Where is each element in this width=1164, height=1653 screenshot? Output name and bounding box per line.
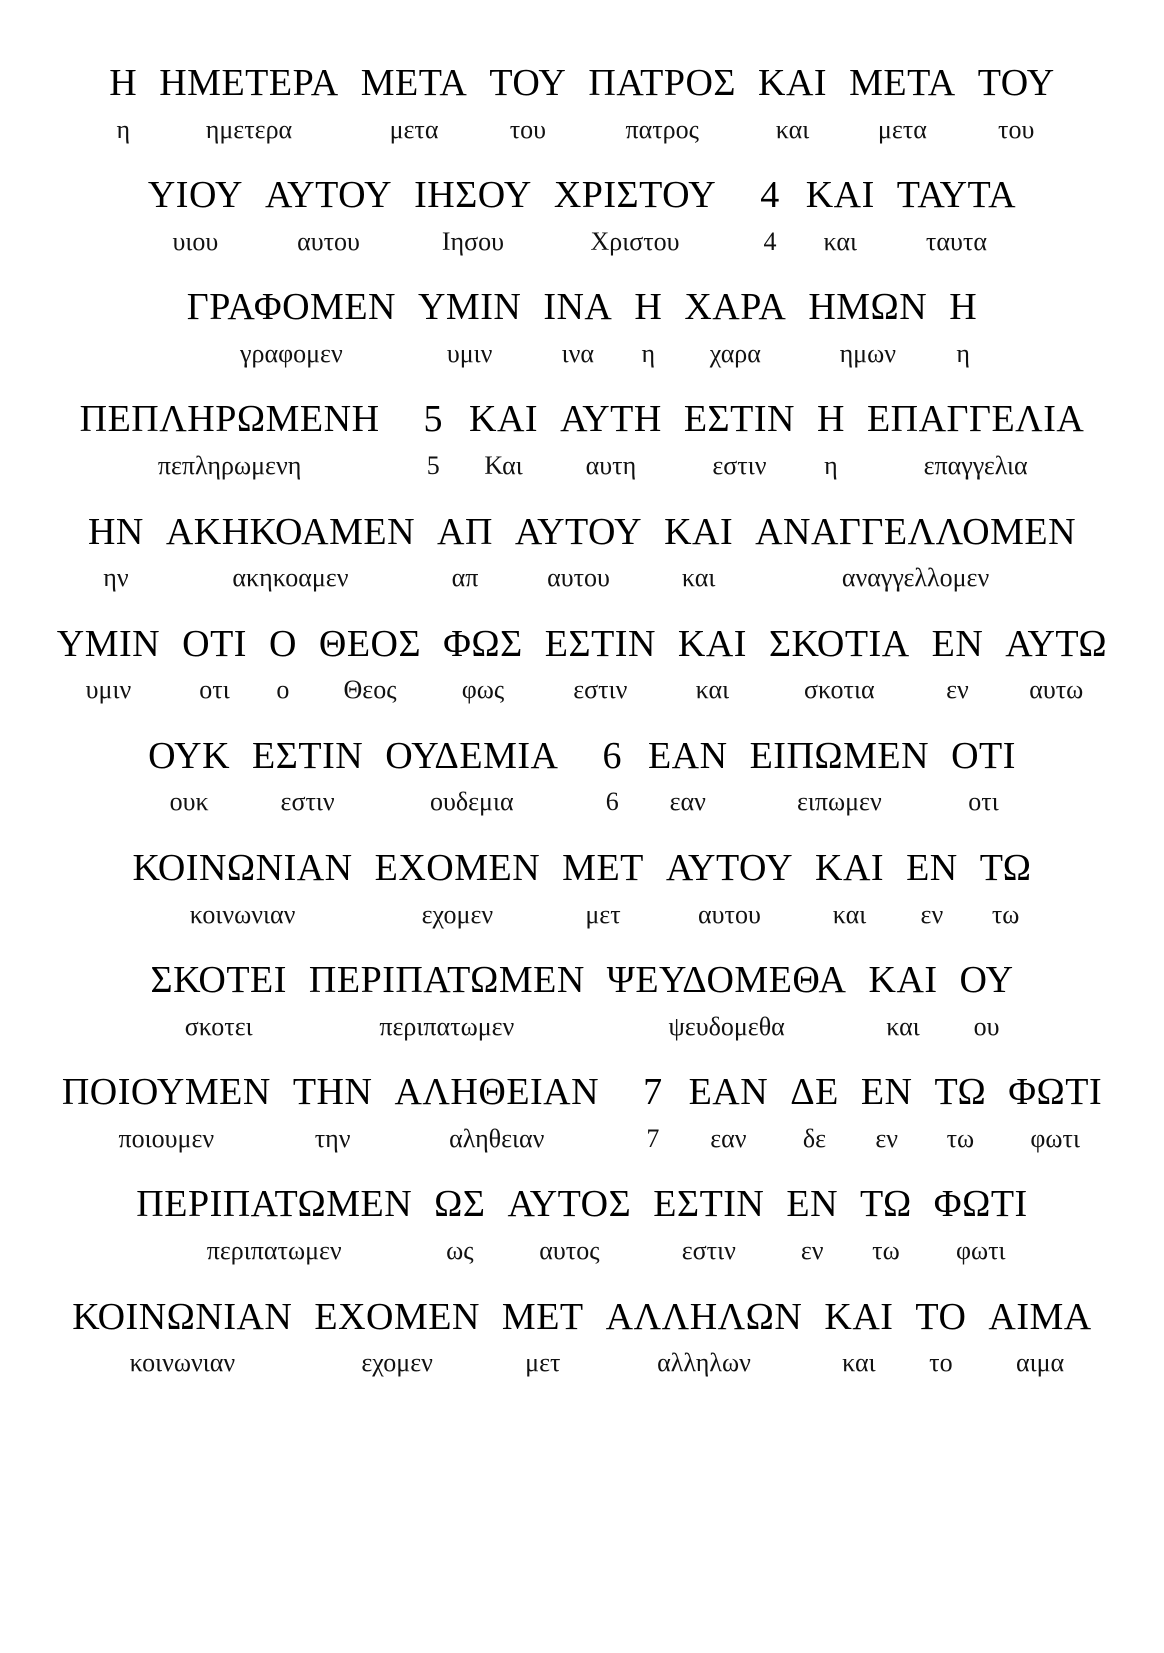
- minuscule-word: τω: [946, 1123, 975, 1153]
- word-column: [648, 735, 728, 817]
- majuscule-word: ΦΩΤΙ: [1008, 1071, 1103, 1114]
- word-column: [385, 735, 558, 817]
- majuscule-word: ΟΥ: [959, 959, 1014, 1002]
- interlinear-line: [0, 62, 1164, 144]
- minuscule-word: αυτος: [539, 1235, 600, 1265]
- minuscule-word: η: [956, 338, 971, 368]
- majuscule-word: ΑΛΛΗΛΩΝ: [605, 1295, 803, 1338]
- word-column: [314, 1296, 480, 1378]
- word-column: [57, 623, 160, 705]
- word-column: [136, 1183, 412, 1265]
- interlinear-line: [0, 174, 1164, 256]
- majuscule-word: ΘΕΟΣ: [318, 622, 422, 665]
- word-column: [269, 623, 297, 705]
- minuscule-word: πεπληρωμενη: [157, 450, 302, 480]
- majuscule-word: ΟΤΙ: [182, 622, 247, 665]
- word-column: [265, 174, 392, 256]
- majuscule-word: ΚΑΙ: [664, 510, 734, 553]
- majuscule-word: ΜΕΤΑ: [360, 62, 468, 104]
- minuscule-word: τω: [991, 899, 1020, 929]
- word-column: [489, 62, 566, 144]
- majuscule-word: ΑΥΤΟΥ: [264, 174, 393, 217]
- minuscule-word: μετ: [585, 899, 621, 929]
- minuscule-word: ουδεμια: [430, 787, 514, 817]
- majuscule-word: ΙΗΣΟΥ: [414, 174, 532, 217]
- minuscule-word: γραφομεν: [240, 338, 343, 368]
- word-column: [148, 735, 230, 817]
- minuscule-word: εστιν: [681, 1235, 736, 1265]
- word-column: [790, 1071, 839, 1153]
- word-column: [361, 62, 468, 144]
- minuscule-word: αυτω: [1029, 675, 1084, 705]
- minuscule-word: μετα: [877, 114, 927, 144]
- minuscule-word: εαν: [710, 1123, 747, 1153]
- word-column: [437, 511, 493, 593]
- minuscule-word: εν: [800, 1235, 824, 1265]
- minuscule-word: Ιησου: [441, 226, 505, 256]
- word-column: [978, 62, 1055, 144]
- majuscule-word: ΚΑΙ: [469, 398, 539, 441]
- minuscule-word: σκοτια: [803, 675, 875, 705]
- word-column: [545, 623, 656, 705]
- majuscule-word: ΑΥΤΗ: [560, 398, 662, 441]
- minuscule-word: αναγγελλομεν: [841, 563, 990, 593]
- minuscule-word: φωτι: [1030, 1123, 1080, 1153]
- verse-number-minuscule: 6: [605, 787, 619, 817]
- majuscule-word: ΕΙΠΩΜΕΝ: [749, 734, 930, 777]
- minuscule-word: ινα: [561, 338, 595, 368]
- majuscule-word: ΚΑΙ: [677, 622, 747, 665]
- word-column: [653, 1183, 764, 1265]
- majuscule-word: ΕΠΑΓΓΕΛΙΑ: [866, 398, 1085, 441]
- word-column: [849, 62, 956, 144]
- minuscule-word: υμιν: [446, 338, 493, 368]
- word-column: [808, 286, 927, 368]
- word-column: [469, 398, 538, 480]
- word-column: [166, 511, 415, 593]
- majuscule-word: ΑΛΗΘΕΙΑΝ: [394, 1071, 600, 1114]
- minuscule-word: εστιν: [712, 450, 767, 480]
- word-column: [109, 62, 137, 144]
- minuscule-word: η: [824, 450, 838, 480]
- word-column: [588, 62, 736, 144]
- minuscule-word: ποιουμεν: [118, 1123, 215, 1153]
- minuscule-word: υμιν: [85, 675, 132, 705]
- majuscule-word: ΚΑΙ: [758, 62, 828, 104]
- majuscule-word: ΠΕΠΛΗΡΩΜΕΝΗ: [79, 398, 380, 441]
- word-column: [375, 847, 541, 929]
- minuscule-word: εν: [875, 1123, 899, 1153]
- word-column: [607, 959, 847, 1041]
- interlinear-line: [0, 1183, 1164, 1265]
- word-column: [906, 847, 958, 929]
- word-column: [988, 1296, 1091, 1378]
- interlinear-line: [0, 735, 1164, 817]
- majuscule-word: ΑΥΤΟΣ: [507, 1183, 632, 1226]
- majuscule-word: ΜΕΤ: [562, 846, 644, 889]
- word-column: [508, 1183, 632, 1265]
- minuscule-word: αληθειαν: [449, 1123, 545, 1153]
- minuscule-word: ταυτα: [925, 226, 987, 256]
- minuscule-word: εχομεν: [361, 1348, 433, 1378]
- word-column: [543, 286, 612, 368]
- minuscule-word: του: [509, 114, 547, 144]
- word-column: [418, 286, 521, 368]
- minuscule-word: και: [842, 1348, 876, 1378]
- majuscule-word: ΤΗΝ: [292, 1071, 373, 1114]
- majuscule-word: ΑΥΤΩ: [1005, 622, 1108, 665]
- majuscule-word: Η: [634, 286, 663, 329]
- majuscule-word: ΕΝ: [931, 622, 984, 665]
- word-column: [935, 1071, 987, 1153]
- minuscule-word: υιου: [172, 226, 219, 256]
- word-column: [394, 1071, 599, 1153]
- word-column: [758, 62, 827, 144]
- word-column: [634, 286, 662, 368]
- word-column: [951, 735, 1016, 817]
- majuscule-word: ΕΑΝ: [647, 734, 728, 777]
- minuscule-word: ημετερα: [205, 114, 293, 144]
- word-column: [1005, 623, 1107, 705]
- minuscule-word: ψευδομεθα: [668, 1011, 785, 1041]
- minuscule-word: φωτι: [955, 1235, 1006, 1265]
- word-column: [133, 847, 353, 929]
- majuscule-word: ΟΥΚ: [148, 734, 231, 777]
- minuscule-word: ειπωμεν: [796, 787, 882, 817]
- majuscule-word: ΕΝ: [860, 1071, 913, 1114]
- minuscule-word: αυτου: [297, 226, 360, 256]
- minuscule-word: η: [641, 338, 656, 368]
- word-column: [187, 286, 396, 368]
- verse-number-majuscule: 5: [423, 398, 444, 441]
- word-column: [434, 1183, 485, 1265]
- minuscule-word: και: [823, 226, 857, 256]
- majuscule-word: ΤΩ: [979, 846, 1032, 889]
- majuscule-word: ΤΟ: [915, 1295, 967, 1338]
- majuscule-word: ΚΑΙ: [824, 1295, 894, 1338]
- majuscule-word: ΚΟΙΝΩΝΙΑΝ: [132, 846, 353, 889]
- majuscule-word: Η: [109, 62, 138, 104]
- interlinear-line: [0, 959, 1164, 1041]
- word-column: [80, 398, 380, 480]
- majuscule-word: ΨΕΥΔΟΜΕΘΑ: [606, 959, 847, 1002]
- minuscule-word: επαγγελια: [923, 450, 1028, 480]
- word-column: [554, 174, 716, 256]
- verse-number-minuscule: 7: [646, 1123, 660, 1153]
- minuscule-word: κοινωνιαν: [129, 1348, 236, 1378]
- word-column: [252, 735, 363, 817]
- majuscule-word: ΠΟΙΟΥΜΕΝ: [61, 1071, 271, 1114]
- word-column: [769, 623, 910, 705]
- word-column: [606, 1296, 803, 1378]
- minuscule-word: εχομεν: [421, 899, 494, 929]
- word-column: [806, 174, 875, 256]
- majuscule-word: ΕΣΤΙΝ: [683, 398, 795, 441]
- verse-number-minuscule: 5: [426, 450, 440, 480]
- verse-number-majuscule: 4: [760, 174, 780, 217]
- minuscule-word: δε: [802, 1123, 827, 1153]
- minuscule-word: αυτου: [698, 899, 761, 929]
- verse-number-majuscule: 6: [602, 734, 622, 777]
- majuscule-word: ΕΧΟΜΕΝ: [374, 846, 541, 889]
- majuscule-word: ΥΙΟΥ: [147, 174, 243, 217]
- majuscule-word: ΤΑΥΤΑ: [896, 174, 1017, 217]
- word-column: [960, 959, 1014, 1041]
- majuscule-word: Ο: [268, 622, 297, 665]
- majuscule-word: ΜΕΤΑ: [849, 62, 956, 104]
- word-column: [72, 1296, 292, 1378]
- word-column: [867, 398, 1084, 480]
- majuscule-word: ΑΙΜΑ: [988, 1295, 1092, 1338]
- minuscule-word: χαρα: [709, 338, 761, 368]
- word-column: [786, 1183, 838, 1265]
- word-column: [150, 959, 286, 1041]
- interlinear-line: [0, 286, 1164, 368]
- minuscule-word: περιπατωμεν: [379, 1011, 515, 1041]
- minuscule-word: εστιν: [573, 675, 628, 705]
- majuscule-word: ΗΜΕΤΕΡΑ: [159, 62, 339, 104]
- majuscule-word: ΑΚΗΚΟΑΜΕΝ: [165, 510, 416, 553]
- word-column: [664, 511, 733, 593]
- majuscule-word: Η: [949, 286, 978, 329]
- minuscule-word: φως: [461, 675, 505, 705]
- majuscule-word: ΟΤΙ: [951, 734, 1016, 777]
- minuscule-word: εν: [946, 675, 969, 705]
- majuscule-word: ΕΧΟΜΕΝ: [314, 1295, 480, 1338]
- minuscule-word: εστιν: [280, 787, 335, 817]
- majuscule-word: ΗΝ: [87, 510, 144, 553]
- minuscule-word: εν: [920, 899, 944, 929]
- majuscule-word: ΕΑΝ: [688, 1071, 769, 1114]
- majuscule-word: ΤΩ: [860, 1183, 912, 1226]
- majuscule-word: ΕΝ: [786, 1183, 839, 1226]
- minuscule-word: κοινωνιαν: [189, 899, 296, 929]
- word-column: [1008, 1071, 1102, 1153]
- minuscule-word: απ: [451, 563, 479, 593]
- majuscule-word: ΠΑΤΡΟΣ: [588, 62, 737, 104]
- minuscule-word: Χριστου: [590, 226, 680, 256]
- minuscule-word: αιμα: [1015, 1348, 1065, 1378]
- word-column: [159, 62, 339, 144]
- majuscule-word: ΜΕΤ: [501, 1295, 584, 1338]
- minuscule-word: και: [681, 563, 716, 593]
- minuscule-word: μετ: [525, 1348, 561, 1378]
- minuscule-word: ημων: [839, 338, 896, 368]
- word-column: [666, 847, 793, 929]
- majuscule-word: ΧΑΡΑ: [684, 286, 787, 329]
- minuscule-word: αλληλων: [657, 1348, 751, 1378]
- word-column: [678, 623, 747, 705]
- word-column: [897, 174, 1016, 256]
- majuscule-word: ΤΟΥ: [489, 62, 567, 104]
- majuscule-word: ΗΜΩΝ: [808, 286, 928, 329]
- minuscule-word: ως: [446, 1235, 474, 1265]
- word-column: [148, 174, 243, 256]
- majuscule-word: ΚΑΙ: [805, 174, 875, 217]
- word-column: [861, 1071, 913, 1153]
- word-column: [309, 959, 585, 1041]
- word-column: [414, 174, 532, 256]
- majuscule-word: ΥΜΙΝ: [56, 622, 161, 665]
- minuscule-word: τω: [872, 1235, 900, 1265]
- minuscule-word: αυτη: [585, 450, 637, 480]
- minuscule-word: σκοτει: [184, 1011, 253, 1041]
- word-column: [980, 847, 1032, 929]
- majuscule-word: ΙΝΑ: [543, 286, 613, 329]
- verse-number-minuscule: 4: [763, 226, 777, 256]
- majuscule-word: ΥΜΙΝ: [417, 286, 522, 329]
- word-column: [319, 623, 421, 705]
- word-column: [817, 398, 845, 480]
- minuscule-word: η: [116, 114, 131, 144]
- minuscule-word: Θεος: [343, 675, 397, 705]
- minuscule-word: την: [314, 1123, 351, 1153]
- majuscule-word: ΕΣΤΙΝ: [252, 734, 364, 777]
- word-column: [684, 286, 786, 368]
- word-column: [293, 1071, 373, 1153]
- interlinear-line: [0, 398, 1164, 480]
- word-column: [684, 398, 795, 480]
- verse-number-column: [760, 174, 780, 256]
- minuscule-word: οτι: [968, 787, 999, 817]
- majuscule-word: ΦΩΤΙ: [933, 1183, 1028, 1226]
- verse-number-column: [643, 1071, 663, 1153]
- minuscule-word: πατρος: [625, 114, 699, 144]
- majuscule-word: ΩΣ: [434, 1183, 486, 1226]
- word-column: [934, 1183, 1028, 1265]
- minuscule-word: περιπατωμεν: [206, 1235, 342, 1265]
- verse-number-majuscule: 7: [643, 1071, 663, 1114]
- minuscule-word: το: [929, 1348, 953, 1378]
- majuscule-word: ΕΝ: [906, 846, 958, 889]
- word-column: [182, 623, 247, 705]
- minuscule-word: Και: [484, 450, 523, 480]
- word-column: [443, 623, 523, 705]
- majuscule-word: ΕΣΤΙΝ: [653, 1183, 765, 1226]
- word-column: [562, 847, 644, 929]
- minuscule-word: αυτου: [547, 563, 610, 593]
- majuscule-word: Η: [816, 398, 845, 441]
- majuscule-word: ΠΕΡΙΠΑΤΩΜΕΝ: [308, 959, 585, 1002]
- word-column: [502, 1296, 584, 1378]
- word-column: [932, 623, 984, 705]
- word-column: [88, 511, 144, 593]
- minuscule-word: μετα: [389, 114, 439, 144]
- verse-number-column: [602, 735, 622, 817]
- word-column: [815, 847, 884, 929]
- minuscule-word: και: [832, 899, 867, 929]
- majuscule-word: ΣΚΟΤΙΑ: [768, 622, 910, 665]
- interlinear-line: [0, 1296, 1164, 1378]
- majuscule-word: ΚΟΙΝΩΝΙΑΝ: [72, 1295, 293, 1338]
- interlinear-text: [0, 62, 1164, 1378]
- majuscule-word: ΤΟΥ: [977, 62, 1055, 104]
- majuscule-word: ΚΑΙ: [868, 959, 938, 1002]
- interlinear-line: [0, 623, 1164, 705]
- word-column: [915, 1296, 966, 1378]
- word-column: [755, 511, 1076, 593]
- interlinear-line: [0, 847, 1164, 929]
- minuscule-word: και: [695, 675, 730, 705]
- majuscule-word: ΦΩΣ: [443, 622, 523, 665]
- minuscule-word: ακηκοαμεν: [232, 563, 349, 593]
- majuscule-word: ΕΣΤΙΝ: [544, 622, 656, 665]
- word-column: [949, 286, 977, 368]
- minuscule-word: και: [775, 114, 810, 144]
- minuscule-word: του: [998, 114, 1035, 144]
- interlinear-line: [0, 1071, 1164, 1153]
- word-column: [750, 735, 930, 817]
- majuscule-word: ΤΩ: [934, 1071, 987, 1114]
- interlinear-line: [0, 511, 1164, 593]
- majuscule-word: ΓΡΑΦΟΜΕΝ: [186, 286, 396, 329]
- word-column: [824, 1296, 893, 1378]
- minuscule-word: οτι: [199, 675, 230, 705]
- majuscule-word: ΑΥΤΟΥ: [514, 510, 643, 553]
- verse-number-column: [424, 398, 444, 480]
- minuscule-word: εαν: [669, 787, 706, 817]
- minuscule-word: ου: [973, 1011, 1000, 1041]
- majuscule-word: ΑΝΑΓΓΕΛΛΟΜΕΝ: [755, 510, 1077, 553]
- word-column: [860, 1183, 912, 1265]
- minuscule-word: ουκ: [169, 787, 209, 817]
- majuscule-word: ΣΚΟΤΕΙ: [150, 959, 287, 1002]
- minuscule-word: ο: [276, 675, 290, 705]
- majuscule-word: ΧΡΙΣΤΟΥ: [553, 174, 717, 217]
- majuscule-word: ΔΕ: [790, 1071, 839, 1114]
- majuscule-word: ΑΥΤΟΥ: [665, 846, 794, 889]
- word-column: [515, 511, 642, 593]
- word-column: [62, 1071, 271, 1153]
- majuscule-word: ΚΑΙ: [815, 846, 885, 889]
- majuscule-word: ΑΠ: [437, 510, 493, 553]
- majuscule-word: ΠΕΡΙΠΑΤΩΜΕΝ: [136, 1183, 413, 1226]
- minuscule-word: ην: [103, 563, 129, 593]
- word-column: [689, 1071, 769, 1153]
- word-column: [869, 959, 938, 1041]
- word-column: [560, 398, 662, 480]
- minuscule-word: και: [886, 1011, 920, 1041]
- majuscule-word: ΟΥΔΕΜΙΑ: [385, 734, 559, 777]
